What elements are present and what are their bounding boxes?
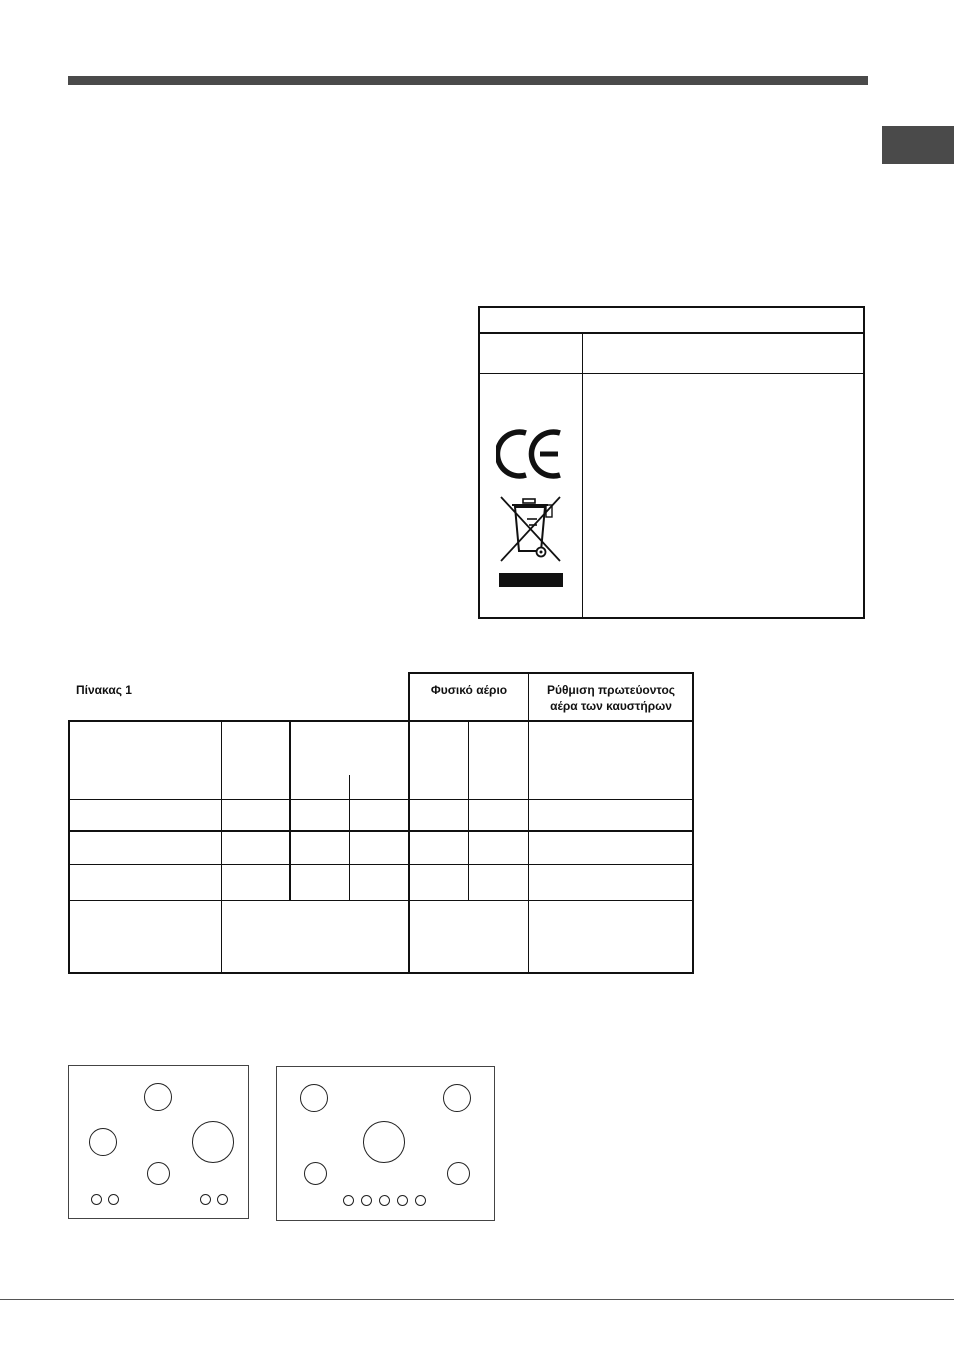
ce-mark-icon (496, 428, 564, 485)
knob (379, 1195, 390, 1206)
burner (447, 1162, 470, 1185)
language-tab (882, 126, 954, 164)
burner (89, 1128, 117, 1156)
burner (363, 1121, 405, 1163)
knob (108, 1194, 119, 1205)
hob-diagram-4-burner (68, 1065, 249, 1219)
data-plate-table (478, 306, 865, 619)
knob (397, 1195, 408, 1206)
primary-air-header (529, 682, 693, 714)
footer-rule (0, 1299, 954, 1300)
crossed-out-bin-icon (498, 495, 564, 594)
burner (304, 1162, 327, 1185)
knob (217, 1194, 228, 1205)
knob (361, 1195, 372, 1206)
table1-title: Πίνακας 1 (76, 683, 132, 697)
burner (147, 1162, 170, 1185)
primary-air-header-line1: Ρύθμιση πρωτεύοντος (546, 683, 676, 697)
primary-air-header-line2: αέρα των καυστήρων (550, 699, 672, 713)
knob (91, 1194, 102, 1205)
knob (343, 1195, 354, 1206)
natural-gas-header: Φυσικό αέριο (430, 683, 508, 697)
burner (192, 1121, 234, 1163)
knob (200, 1194, 211, 1205)
hob-diagram-5-burner (276, 1066, 495, 1221)
burner (300, 1084, 328, 1112)
top-header-bar (68, 76, 868, 85)
knob (415, 1195, 426, 1206)
burner (144, 1083, 172, 1111)
burner (443, 1084, 471, 1112)
